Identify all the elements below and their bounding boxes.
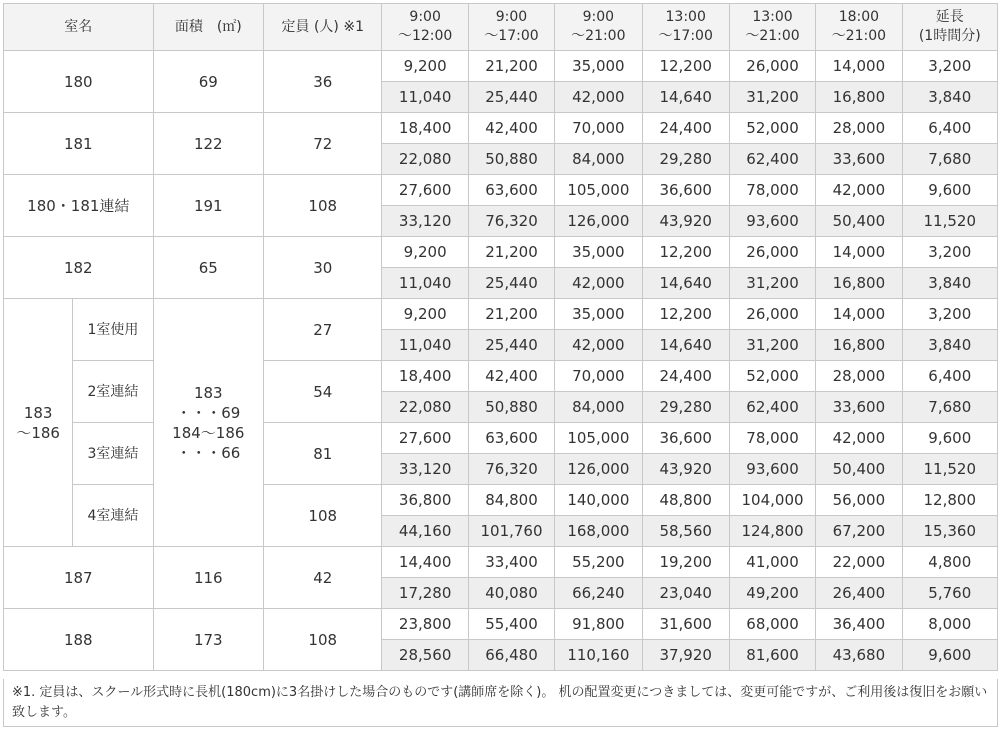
price-cell: 9,200 — [382, 299, 468, 330]
price-cell: 42,400 — [468, 113, 554, 144]
price-cell: 31,200 — [729, 268, 815, 299]
header-slot-9-12: 9:00 ～12:00 — [382, 4, 468, 51]
price-cell: 17,280 — [382, 578, 468, 609]
price-cell: 140,000 — [555, 485, 642, 516]
room-name: 182 — [4, 237, 154, 299]
price-cell: 26,400 — [816, 578, 902, 609]
price-cell: 56,000 — [816, 485, 902, 516]
price-cell: 52,000 — [729, 113, 815, 144]
price-cell: 8,000 — [902, 609, 997, 640]
price-cell: 12,200 — [642, 299, 729, 330]
price-cell: 29,280 — [642, 392, 729, 423]
price-cell: 3,840 — [902, 82, 997, 113]
price-cell: 62,400 — [729, 144, 815, 175]
table-row — [4, 485, 998, 516]
price-cell: 16,800 — [816, 82, 902, 113]
room-capacity: 54 — [264, 361, 382, 423]
room-capacity: 108 — [264, 175, 382, 237]
price-cell: 12,800 — [902, 485, 997, 516]
price-cell: 55,200 — [555, 547, 642, 578]
price-cell: 76,320 — [468, 206, 554, 237]
price-cell: 16,800 — [816, 330, 902, 361]
price-cell: 91,800 — [555, 609, 642, 640]
price-cell: 42,000 — [555, 268, 642, 299]
price-cell: 168,000 — [555, 516, 642, 547]
room-capacity: 30 — [264, 237, 382, 299]
table-row — [4, 113, 998, 144]
price-cell: 101,760 — [468, 516, 554, 547]
room-area: 65 — [153, 237, 263, 299]
price-cell: 41,000 — [729, 547, 815, 578]
price-cell: 55,400 — [468, 609, 554, 640]
price-cell: 4,800 — [902, 547, 997, 578]
price-cell: 76,320 — [468, 454, 554, 485]
price-cell: 110,160 — [555, 640, 642, 671]
price-cell: 26,000 — [729, 51, 815, 82]
price-cell: 9,600 — [902, 640, 997, 671]
header-room: 室名 — [4, 4, 154, 51]
price-cell: 9,600 — [902, 175, 997, 206]
price-cell: 14,400 — [382, 547, 468, 578]
price-cell: 29,280 — [642, 144, 729, 175]
price-cell: 9,200 — [382, 237, 468, 268]
room-usage-label: 4室連結 — [73, 485, 153, 547]
price-cell: 16,800 — [816, 268, 902, 299]
price-cell: 50,400 — [816, 206, 902, 237]
price-cell: 9,600 — [902, 423, 997, 454]
price-cell: 36,600 — [642, 175, 729, 206]
price-cell: 6,400 — [902, 361, 997, 392]
price-cell: 3,200 — [902, 299, 997, 330]
price-cell: 28,560 — [382, 640, 468, 671]
table-row — [4, 237, 998, 268]
price-cell: 18,400 — [382, 113, 468, 144]
price-cell: 105,000 — [555, 175, 642, 206]
price-cell: 36,800 — [382, 485, 468, 516]
room-name: 183 ～186 — [4, 299, 73, 547]
price-cell: 22,080 — [382, 392, 468, 423]
price-cell: 23,800 — [382, 609, 468, 640]
price-cell: 23,040 — [642, 578, 729, 609]
room-name: 187 — [4, 547, 154, 609]
price-cell: 27,600 — [382, 175, 468, 206]
room-name: 181 — [4, 113, 154, 175]
price-cell: 84,000 — [555, 392, 642, 423]
room-capacity: 72 — [264, 113, 382, 175]
header-capacity: 定員 (人) ※1 — [264, 4, 382, 51]
price-cell: 78,000 — [729, 423, 815, 454]
rate-table — [3, 3, 998, 671]
header-slot-13-17: 13:00 ～17:00 — [642, 4, 729, 51]
price-cell: 62,400 — [729, 392, 815, 423]
price-cell: 33,120 — [382, 206, 468, 237]
price-cell: 11,520 — [902, 206, 997, 237]
price-cell: 35,000 — [555, 299, 642, 330]
price-cell: 7,680 — [902, 392, 997, 423]
price-cell: 66,240 — [555, 578, 642, 609]
table-row — [4, 423, 998, 454]
price-cell: 11,040 — [382, 330, 468, 361]
price-cell: 43,680 — [816, 640, 902, 671]
price-cell: 36,400 — [816, 609, 902, 640]
room-capacity: 108 — [264, 485, 382, 547]
price-cell: 105,000 — [555, 423, 642, 454]
price-cell: 33,400 — [468, 547, 554, 578]
price-cell: 25,440 — [468, 268, 554, 299]
price-cell: 40,080 — [468, 578, 554, 609]
price-cell: 22,080 — [382, 144, 468, 175]
price-cell: 14,640 — [642, 268, 729, 299]
price-cell: 42,000 — [555, 82, 642, 113]
price-cell: 12,200 — [642, 51, 729, 82]
price-cell: 63,600 — [468, 423, 554, 454]
table-row — [4, 547, 998, 578]
price-cell: 50,880 — [468, 144, 554, 175]
price-cell: 104,000 — [729, 485, 815, 516]
header-slot-9-21: 9:00 ～21:00 — [555, 4, 642, 51]
price-cell: 28,000 — [816, 361, 902, 392]
table-row — [4, 51, 998, 82]
price-cell: 11,520 — [902, 454, 997, 485]
price-cell: 42,000 — [816, 423, 902, 454]
price-cell: 49,200 — [729, 578, 815, 609]
room-area: 173 — [153, 609, 263, 671]
price-cell: 14,000 — [816, 51, 902, 82]
table-row — [4, 609, 998, 640]
price-cell: 18,400 — [382, 361, 468, 392]
price-cell: 52,000 — [729, 361, 815, 392]
price-cell: 28,000 — [816, 113, 902, 144]
table-row — [4, 361, 998, 392]
price-cell: 43,920 — [642, 206, 729, 237]
price-cell: 68,000 — [729, 609, 815, 640]
price-cell: 33,120 — [382, 454, 468, 485]
price-cell: 67,200 — [816, 516, 902, 547]
price-cell: 3,840 — [902, 330, 997, 361]
price-cell: 22,000 — [816, 547, 902, 578]
price-cell: 93,600 — [729, 206, 815, 237]
price-cell: 33,600 — [816, 392, 902, 423]
room-area: 122 — [153, 113, 263, 175]
price-cell: 19,200 — [642, 547, 729, 578]
price-cell: 84,800 — [468, 485, 554, 516]
price-cell: 70,000 — [555, 113, 642, 144]
price-cell: 42,000 — [816, 175, 902, 206]
room-usage-label: 2室連結 — [73, 361, 153, 423]
price-cell: 3,200 — [902, 237, 997, 268]
room-name: 180・181連結 — [4, 175, 154, 237]
room-capacity: 108 — [264, 609, 382, 671]
price-cell: 58,560 — [642, 516, 729, 547]
price-cell: 126,000 — [555, 454, 642, 485]
header-slot-18-21: 18:00 ～21:00 — [816, 4, 902, 51]
price-cell: 50,880 — [468, 392, 554, 423]
price-cell: 27,600 — [382, 423, 468, 454]
price-cell: 21,200 — [468, 51, 554, 82]
price-cell: 3,840 — [902, 268, 997, 299]
price-cell: 11,040 — [382, 82, 468, 113]
room-usage-label: 1室使用 — [73, 299, 153, 361]
price-cell: 35,000 — [555, 51, 642, 82]
room-area: 191 — [153, 175, 263, 237]
room-usage-label: 3室連結 — [73, 423, 153, 485]
price-cell: 26,000 — [729, 237, 815, 268]
price-cell: 63,600 — [468, 175, 554, 206]
header-slot-13-21: 13:00 ～21:00 — [729, 4, 815, 51]
price-cell: 31,200 — [729, 82, 815, 113]
price-cell: 50,400 — [816, 454, 902, 485]
price-cell: 14,000 — [816, 237, 902, 268]
header-extension: 延長 (1時間分) — [902, 4, 997, 51]
room-area: 183 ・・・69 184～186 ・・・66 — [153, 299, 263, 547]
room-name: 180 — [4, 51, 154, 113]
price-cell: 37,920 — [642, 640, 729, 671]
price-cell: 66,480 — [468, 640, 554, 671]
price-cell: 43,920 — [642, 454, 729, 485]
price-cell: 9,200 — [382, 51, 468, 82]
price-cell: 14,640 — [642, 82, 729, 113]
price-cell: 81,600 — [729, 640, 815, 671]
price-cell: 78,000 — [729, 175, 815, 206]
footnote: ※1. 定員は、スクール形式時に長机(180cm)に3名掛けした場合のものです(講師席を除く)。 机の配置変更につきましては、変更可能ですが、ご利用後は復旧をお願い致します。 — [3, 679, 998, 727]
price-cell: 15,360 — [902, 516, 997, 547]
price-cell: 12,200 — [642, 237, 729, 268]
price-cell: 84,000 — [555, 144, 642, 175]
room-area: 69 — [153, 51, 263, 113]
header-row — [4, 4, 998, 51]
room-area: 116 — [153, 547, 263, 609]
room-name: 188 — [4, 609, 154, 671]
price-cell: 126,000 — [555, 206, 642, 237]
table-row — [4, 175, 998, 206]
price-cell: 14,640 — [642, 330, 729, 361]
header-slot-9-17: 9:00 ～17:00 — [468, 4, 554, 51]
price-cell: 5,760 — [902, 578, 997, 609]
price-cell: 93,600 — [729, 454, 815, 485]
table-row — [4, 299, 998, 330]
room-capacity: 42 — [264, 547, 382, 609]
room-capacity: 81 — [264, 423, 382, 485]
price-cell: 31,600 — [642, 609, 729, 640]
price-cell: 26,000 — [729, 299, 815, 330]
room-capacity: 36 — [264, 51, 382, 113]
price-cell: 14,000 — [816, 299, 902, 330]
price-cell: 35,000 — [555, 237, 642, 268]
price-cell: 21,200 — [468, 237, 554, 268]
price-cell: 70,000 — [555, 361, 642, 392]
price-cell: 21,200 — [468, 299, 554, 330]
price-cell: 44,160 — [382, 516, 468, 547]
price-cell: 11,040 — [382, 268, 468, 299]
price-cell: 25,440 — [468, 330, 554, 361]
price-cell: 33,600 — [816, 144, 902, 175]
price-cell: 36,600 — [642, 423, 729, 454]
price-cell: 25,440 — [468, 82, 554, 113]
price-cell: 3,200 — [902, 51, 997, 82]
price-cell: 42,000 — [555, 330, 642, 361]
price-cell: 48,800 — [642, 485, 729, 516]
price-cell: 7,680 — [902, 144, 997, 175]
price-cell: 24,400 — [642, 113, 729, 144]
price-cell: 124,800 — [729, 516, 815, 547]
room-capacity: 27 — [264, 299, 382, 361]
price-cell: 42,400 — [468, 361, 554, 392]
price-cell: 31,200 — [729, 330, 815, 361]
header-area: 面積 (㎡) — [153, 4, 263, 51]
price-cell: 24,400 — [642, 361, 729, 392]
price-cell: 6,400 — [902, 113, 997, 144]
